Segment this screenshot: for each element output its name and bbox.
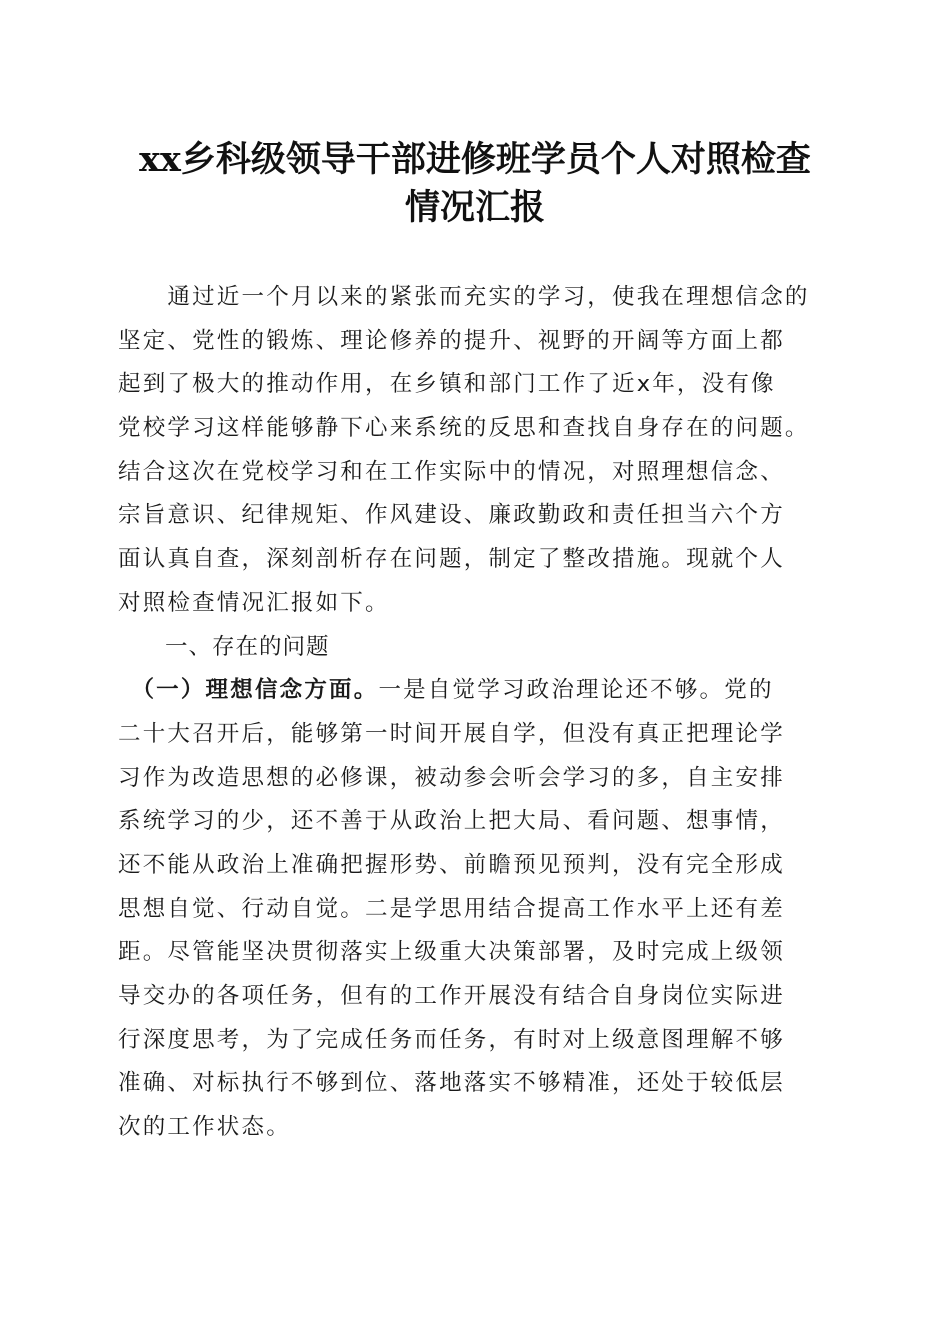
title-line-1: xx乡科级领导干部进修班学员个人对照检查 bbox=[139, 139, 811, 180]
paragraph-line: 党校学习这样能够静下心来系统的反思和查找自身存在的问题。 bbox=[118, 415, 810, 442]
paragraph-line: 通过近一个月以来的紧张而充实的学习，使我在理想信念的 bbox=[118, 284, 810, 310]
paragraph-line: 面认真自查，深刻剖析存在问题，制定了整改措施。现就个人 bbox=[118, 546, 785, 573]
paragraph-line: 准确、对标执行不够到位、落地落实不够精准，还处于较低层 bbox=[118, 1070, 785, 1097]
section-heading: 一、存在的问题 bbox=[118, 633, 330, 660]
subsection-lead: （一）理想信念方面。 bbox=[118, 677, 379, 704]
intro-paragraph bbox=[118, 276, 830, 626]
title-line-2: 情况汇报 bbox=[404, 187, 545, 228]
paragraph-line: 二十大召开后，能够第一时间开展自学，但没有真正把理论学 bbox=[118, 720, 785, 747]
paragraph-line: 习作为改造思想的必修课，被动参会听会学习的多，自主安排 bbox=[118, 764, 785, 791]
paragraph-line: 系统学习的少，还不善于从政治上把大局、看问题、想事情， bbox=[118, 808, 785, 835]
paragraph-line: 次的工作状态。 bbox=[118, 1114, 291, 1141]
paragraph-line: 宗旨意识、纪律规矩、作风建设、廉政勤政和责任担当六个方 bbox=[118, 502, 785, 529]
paragraph-line: 结合这次在党校学习和在工作实际中的情况，对照理想信念、 bbox=[118, 458, 785, 485]
paragraph-line: 对照检查情况汇报如下。 bbox=[118, 589, 390, 616]
paragraph-line: 还不能从政治上准确把握形势、前瞻预见预判，没有完全形成 bbox=[118, 851, 785, 878]
subsection-first-line bbox=[118, 669, 830, 713]
subsection-paragraph bbox=[118, 669, 830, 1150]
paragraph-line: 坚定、党性的锻炼、理论修养的提升、视野的开阔等方面上都 bbox=[118, 327, 785, 354]
document-title bbox=[90, 136, 860, 232]
paragraph-line: 行深度思考，为了完成任务而任务，有时对上级意图理解不够 bbox=[118, 1026, 785, 1053]
paragraph-line: 思想自觉、行动自觉。二是学思用结合提高工作水平上还有差 bbox=[118, 895, 785, 922]
paragraph-line: 导交办的各项任务，但有的工作开展没有结合自身岗位实际进 bbox=[118, 983, 785, 1009]
paragraph-line: 距。尽管能坚决贯彻落实上级重大决策部署，及时完成上级领 bbox=[118, 939, 785, 966]
document-body bbox=[118, 276, 830, 1150]
subsection-first-rest: 一是自觉学习政治理论还不够。党的 bbox=[378, 677, 774, 704]
paragraph-line: 起到了极大的推动作用，在乡镇和部门工作了近x年，没有像 bbox=[118, 371, 776, 398]
